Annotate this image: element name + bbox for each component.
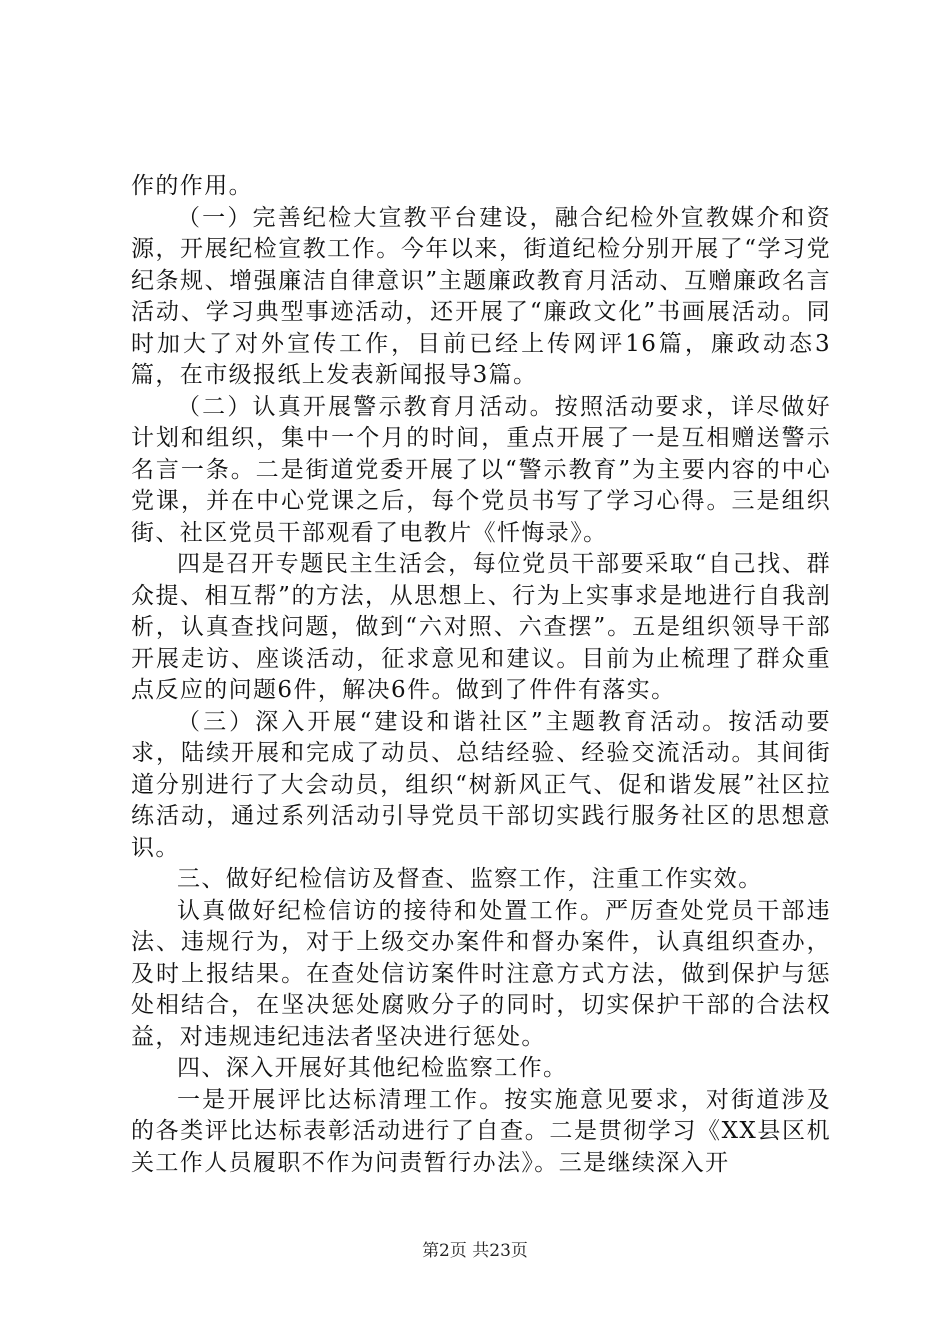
paragraph-1: 作的作用。 [131, 173, 253, 199]
paragraph-6: 认真做好纪检信访的接待和处置工作。严厉查处党员干部违法、违规行为，对于上级交办案件和督办案件，认真组织查办，及时上报结果。在查处信访案件时注意方式方法，做到保护与惩处相结合，在坚决惩处腐败分子的同时，切实保护干部的合法权益，对违规违纪违法者坚决进行惩处。 [131, 897, 831, 1050]
section-heading-4: 四、深入开展好其他纪检监察工作。 [177, 1055, 568, 1081]
paragraph-7: 一是开展评比达标清理工作。按实施意见要求，对街道涉及的各类评比达标表彰活动进行了自查。二是贯彻学习《XX县区机关工作人员履职不作为问责暂行办法》。三是继续深入开 [131, 1086, 831, 1176]
paragraph-3: （二）认真开展警示教育月活动。按照活动要求，详尽做好计划和组织，集中一个月的时间，重点开展了一是互相赠送警示名言一条。二是街道党委开展了以“警示教育”为主要内容的中心党课，并在中心党课之后，每个党员书写了学习心得。三是组织街、社区党员干部观看了电教片《忏悔录》。 [131, 393, 831, 546]
section-heading-3: 三、做好纪检信访及督查、监察工作，注重工作实效。 [177, 866, 763, 892]
paragraph-4: 四是召开专题民主生活会，每位党员干部要采取“自己找、群众提、相互帮”的方法，从思想上、行为上实事求是地进行自我剖析，认真查找问题，做到“六对照、六查摆”。五是组织领导干部开展走访、座谈活动，征求意见和建议。目前为止梳理了群众重点反应的问题6件，解决6件。做到了件件有落实。 [131, 551, 831, 703]
paragraph-5: （三）深入开展“建设和谐社区”主题教育活动。按活动要求，陆续开展和完成了动员、总结经验、经验交流活动。其间街道分别进行了大会动员，组织“树新风正气、促和谐发展”社区拉练活动，通过系列活动引导党员干部切实践行服务社区的思想意识。 [131, 708, 831, 861]
document-body [131, 171, 831, 1179]
paragraph-2: （一）完善纪检大宣教平台建设，融合纪检外宣教媒介和资源，开展纪检宣教工作。今年以来，街道纪检分别开展了“学习党纪条规、增强廉洁自律意识”主题廉政教育月活动、互赠廉政名言活动、学习典型事迹活动，还开展了“廉政文化”书画展活动。同时加大了对外宣传工作，目前已经上传网评16篇，廉政动态3篇，在市级报纸上发表新闻报导3篇。 [131, 204, 831, 388]
page-footer: 第2页 共23页 [422, 1241, 528, 1261]
